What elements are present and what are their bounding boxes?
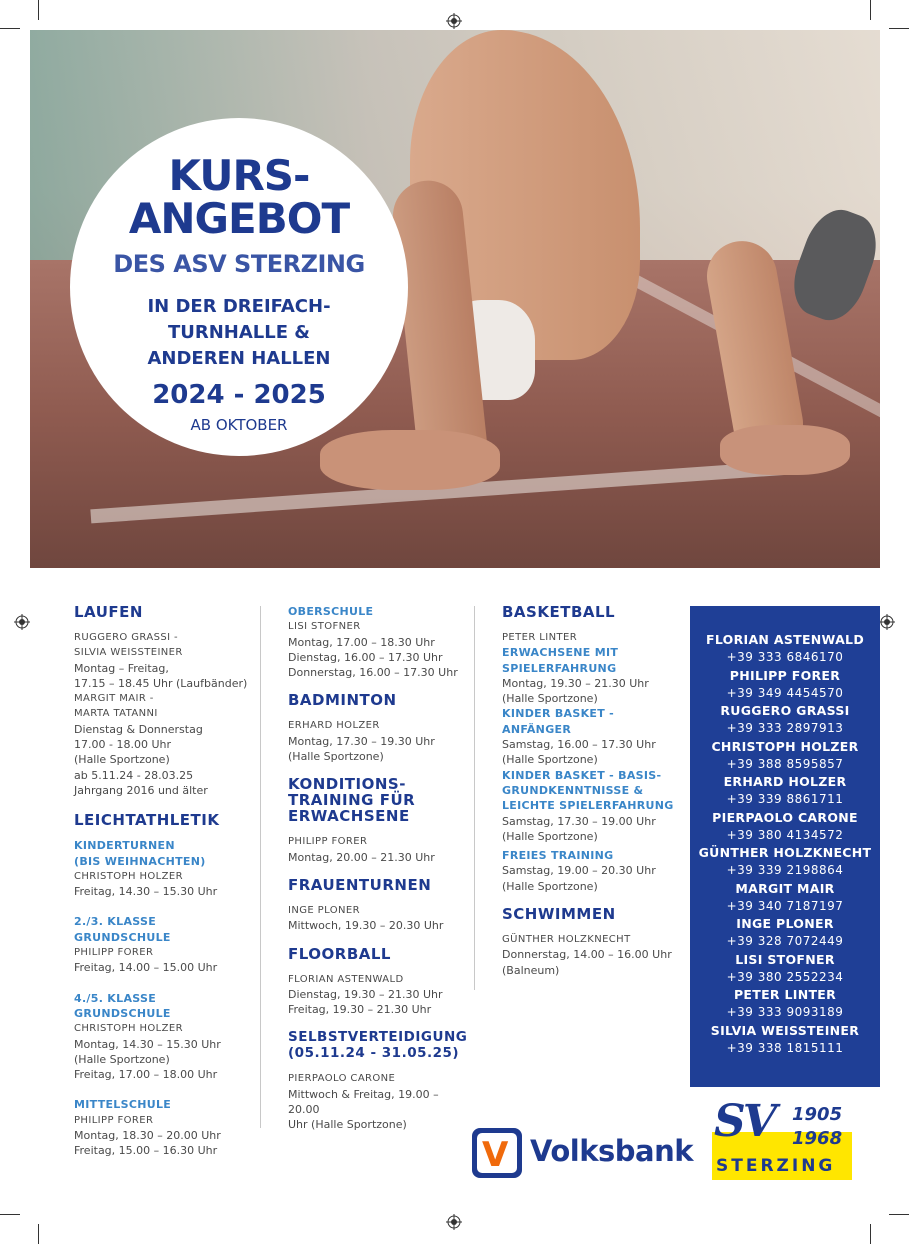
registration-mark-icon xyxy=(446,1214,462,1230)
contacts-box xyxy=(690,606,880,1087)
column-divider xyxy=(474,606,475,990)
contact-item: MARGIT MAIR +39 340 7187197 xyxy=(726,880,844,913)
column-1: LAUFEN RUGGERO GRASSI - SILVIA WEISSTEINER Montag – Freitag, 17.15 – 18.45 Uhr (Laufbänder) MARGIT MAIR - MARTA TATANNI Dienstag & Donnerstag 17.00 - 18.00 Uhr (Halle Sportzone) ab 5.11.24 - 28.03.25 Jahrgang 2016 und älter LEICHTATHLETIK KINDERTURNEN (BIS WEIHNACHTEN) CHRISTOPH HOLZER Freitag, 14.30 – 15.30 Uhr 2./3. KLASSE GRUNDSCHULE PHILIPP FORER Freitag, 14.00 – 15.00 Uhr 4./5. KLASSE GRUNDSCHULE CHRISTOPH HOLZER Montag, 14.30 – 15.30 Uhr (Halle Sportzone) Freitag, 17.00 – 18.00 Uhr MITTELSCHULE PHILIPP FORER Montag, 18.30 – 20.00 Uhr Freitag, 15.00 – 16.30 Uhr xyxy=(74,604,254,1159)
title-circle xyxy=(70,118,408,456)
volksbank-logo: V Volksbank xyxy=(472,1128,682,1178)
crop-mark xyxy=(38,1224,39,1244)
crop-mark xyxy=(870,0,871,20)
venue-text: IN DER DREIFACH- TURNHALLE & ANDEREN HALLEN xyxy=(147,296,331,369)
section-title: KONDITIONS- TRAINING FÜR ERWACHSENE xyxy=(288,775,416,826)
column-3: BASKETBALL PETER LINTER ERWACHSENE MIT SPIELERFAHRUNG Montag, 19.30 – 21.30 Uhr (Halle Sportzone) KINDER BASKET - ANFÄNGER Samstag, 16.00 – 17.30 Uhr (Halle Sportzone) KINDER BASKET - BASIS- GRUNDKENNTNISSE & LEICHTE SPIELERFAHRUNG Samstag, 17.30 – 19.00 Uhr (Halle Sportzone) FREIES TRAINING Samstag, 19.00 – 20.30 Uhr (Halle Sportzone) SCHWIMMEN GÜNTHER HOLZKNECHT Donnerstag, 14.00 – 16.00 Uhr (Balneum) xyxy=(502,604,682,978)
registration-mark-icon xyxy=(446,13,462,29)
page-subtitle: DES ASV STERZING xyxy=(113,250,365,278)
crop-mark xyxy=(889,1214,909,1215)
section-title: BASKETBALL xyxy=(502,603,616,621)
sv-sterzing-logo: SV 1905 1968 STERZING xyxy=(712,1104,852,1178)
contact-item: PETER LINTER +39 333 9093189 xyxy=(726,987,844,1019)
section-title: FLOORBALL xyxy=(288,944,391,963)
page-title: KURS- ANGEBOT xyxy=(128,151,350,243)
crop-mark xyxy=(0,28,20,29)
contact-item: LISI STOFNER +39 380 2552234 xyxy=(726,951,844,984)
contact-item: ERHARD HOLZER +39 339 8861711 xyxy=(723,774,847,806)
start-text: AB OKTOBER xyxy=(190,416,288,434)
contact-item: PHILIPP FORER +39 349 4454570 xyxy=(726,667,844,700)
column-divider xyxy=(260,606,261,1128)
contact-item: PIERPAOLO CARONE +39 380 4134572 xyxy=(712,809,858,842)
section-title: LAUFEN xyxy=(74,603,143,621)
registration-mark-icon xyxy=(14,614,30,630)
section-title: BADMINTON xyxy=(288,691,397,710)
contact-item: SILVIA WEISSTEINER +39 338 1815111 xyxy=(710,1022,860,1055)
crop-mark xyxy=(889,28,909,29)
section-title: LEICHTATHLETIK xyxy=(74,811,220,830)
contact-item: RUGGERO GRASSI +39 333 2897913 xyxy=(720,703,850,735)
section-title: SELBSTVERTEIDIGUNG (05.11.24 - 31.05.25) xyxy=(288,1029,468,1062)
contact-item: FLORIAN ASTENWALD +39 333 6846170 xyxy=(706,632,864,664)
contact-item: CHRISTOPH HOLZER +39 388 8595857 xyxy=(711,738,859,771)
crop-mark xyxy=(870,1224,871,1244)
contact-item: GÜNTHER HOLZKNECHT +39 339 2198864 xyxy=(698,845,872,877)
season-text: 2024 - 2025 xyxy=(152,380,326,410)
section-title: FRAUENTURNEN xyxy=(288,875,432,894)
column-2: OBERSCHULE LISI STOFNER Montag, 17.00 – 18.30 Uhr Dienstag, 16.00 – 17.30 Uhr Donnerstag, 16.00 – 17.30 Uhr BADMINTON ERHARD HOLZER Montag, 17.30 – 19.30 Uhr (Halle Sportzone) KONDITIONS- TRAINING FÜR ERWACHSENE PHILIPP FORER Montag, 20.00 – 21.30 Uhr FRAUENTURNEN INGE PLONER Mittwoch, 19.30 – 20.30 Uhr FLOORBALL FLORIAN ASTENWALD Dienstag, 19.30 – 21.30 Uhr Freitag, 19.30 – 21.30 Uhr SELBSTVERTEIDIGUNG (05.11.24 - 31.05.25) PIERPAOLO CARONE Mittwoch & Freitag, 19.00 – 20.00 Uhr (Halle Sportzone) xyxy=(288,604,472,1133)
crop-mark xyxy=(0,1214,20,1215)
registration-mark-icon xyxy=(879,614,895,630)
contact-item: INGE PLONER +39 328 7072449 xyxy=(726,916,844,948)
section-title: SCHWIMMEN xyxy=(502,905,616,924)
crop-mark xyxy=(38,0,39,20)
